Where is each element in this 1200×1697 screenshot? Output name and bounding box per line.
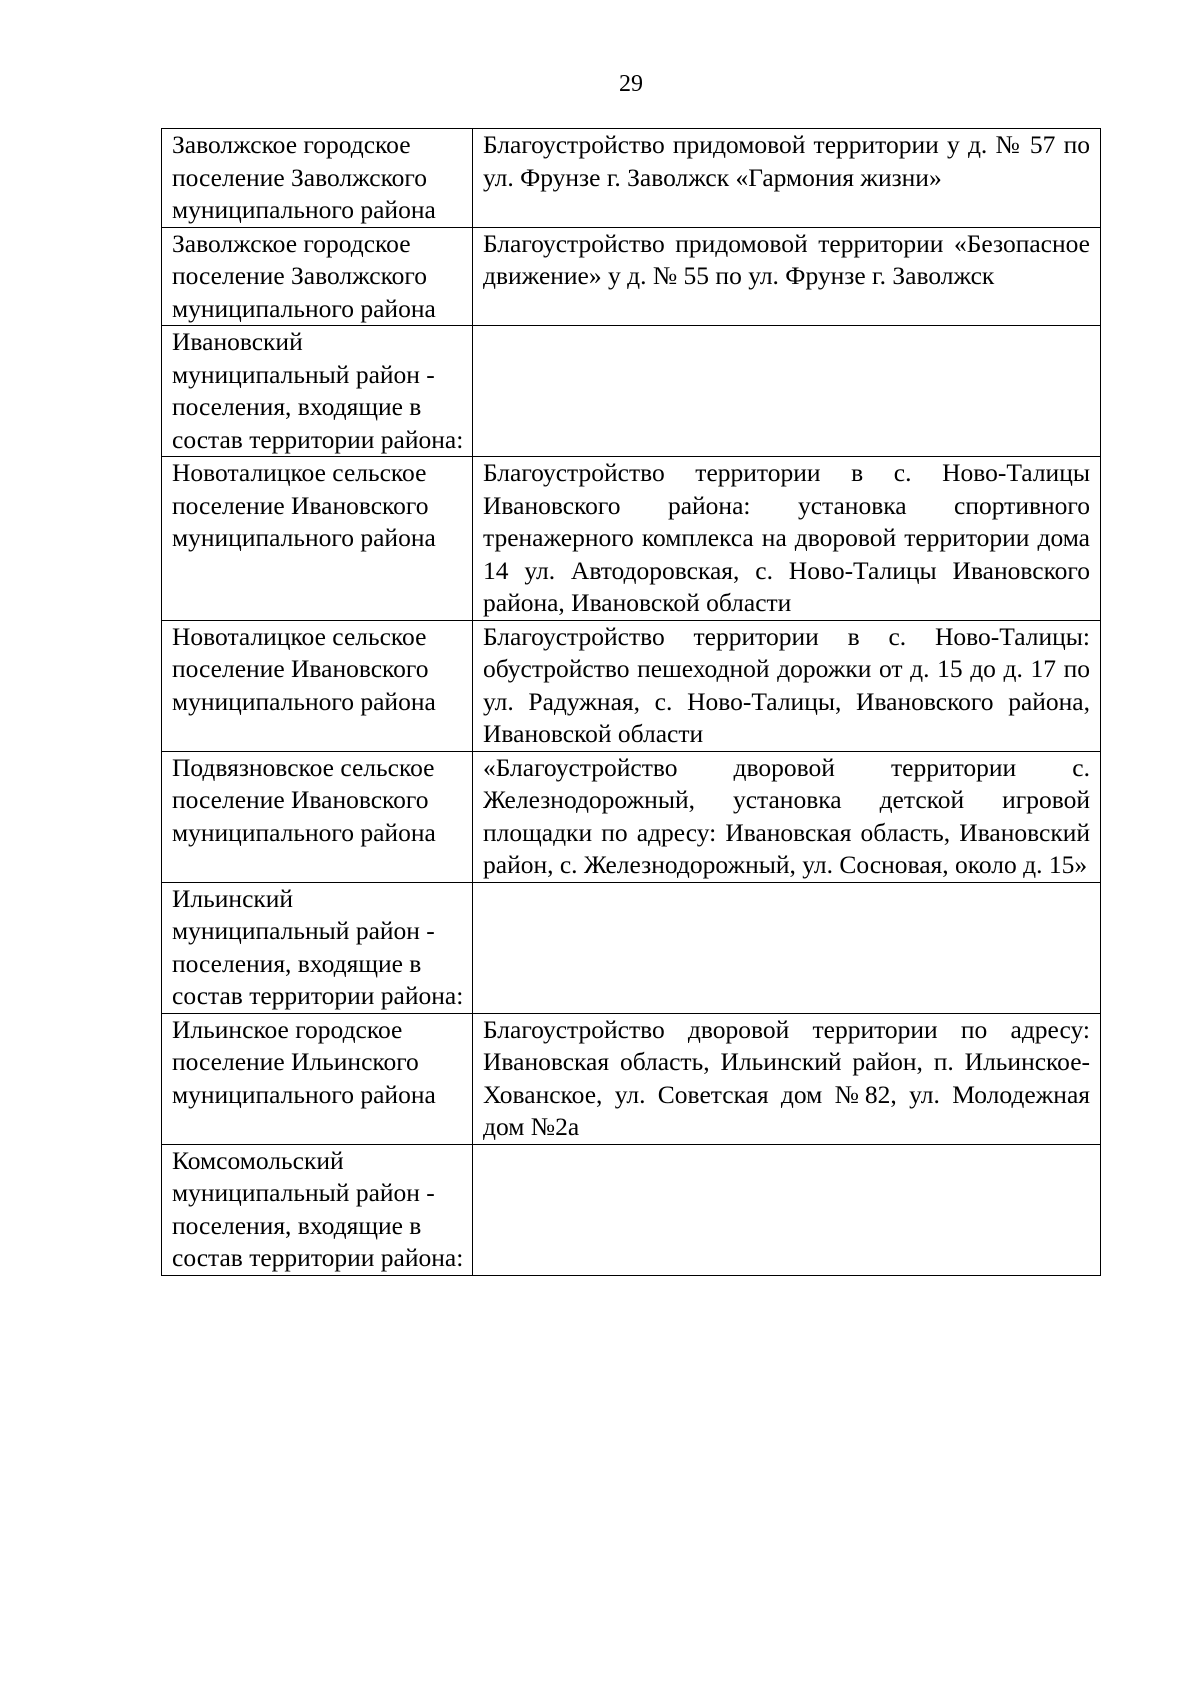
project-cell (473, 1144, 1101, 1275)
projects-table (161, 128, 1101, 1276)
table-row (162, 457, 1101, 621)
table-row (162, 620, 1101, 751)
municipality-cell: Ивановский муниципальный район - поселения, входящие в состав территории района: (162, 326, 473, 457)
project-cell: «Благоустройство дворовой территории с. Железнодорожный, установка детской игровой площадки по адресу: Ивановская область, Ивановский район, с. Железнодорожный, ул. Сосновая, около д. 15» (473, 751, 1101, 882)
project-cell: Благоустройство территории в с. Ново-Талицы: обустройство пешеходной дорожки от д. 15 до д. 17 по ул. Радужная, с. Ново-Талицы, Ивановского района, Ивановской области (473, 620, 1101, 751)
table-row (162, 326, 1101, 457)
table-row (162, 227, 1101, 326)
table-row (162, 882, 1101, 1013)
table-row (162, 751, 1101, 882)
project-cell: Благоустройство территории в с. Ново-Талицы Ивановского района: установка спортивного тренажерного комплекса на дворовой территории дома 14 ул. Автодоровская, с. Ново-Талицы Ивановского района, Ивановской области (473, 457, 1101, 621)
project-cell: Благоустройство придомовой территории у д. № 57 по ул. Фрунзе г. Заволжск «Гармония жизни» (473, 129, 1101, 228)
page-number: 29 (619, 71, 643, 97)
municipality-cell: Новоталицкое сельское поселение Ивановского муниципального района (162, 457, 473, 621)
table-row (162, 129, 1101, 228)
table-row (162, 1144, 1101, 1275)
project-cell (473, 882, 1101, 1013)
project-cell: Благоустройство дворовой территории по адресу: Ивановская область, Ильинский район, п. Ильинское-Хованское, ул. Советская дом №82, ул. Молодежная дом №2а (473, 1013, 1101, 1144)
project-cell (473, 326, 1101, 457)
municipality-cell: Ильинский муниципальный район - поселения, входящие в состав территории района: (162, 882, 473, 1013)
municipality-cell: Заволжское городское поселение Заволжского муниципального района (162, 129, 473, 228)
municipality-cell: Комсомольский муниципальный район - поселения, входящие в состав территории района: (162, 1144, 473, 1275)
municipality-cell: Новоталицкое сельское поселение Ивановского муниципального района (162, 620, 473, 751)
table-row (162, 1013, 1101, 1144)
project-cell: Благоустройство придомовой территории «Безопасное движение» у д. № 55 по ул. Фрунзе г. Заволжск (473, 227, 1101, 326)
municipality-cell: Подвязновское сельское поселение Ивановского муниципального района (162, 751, 473, 882)
municipality-cell: Заволжское городское поселение Заволжского муниципального района (162, 227, 473, 326)
municipality-cell: Ильинское городское поселение Ильинского муниципального района (162, 1013, 473, 1144)
